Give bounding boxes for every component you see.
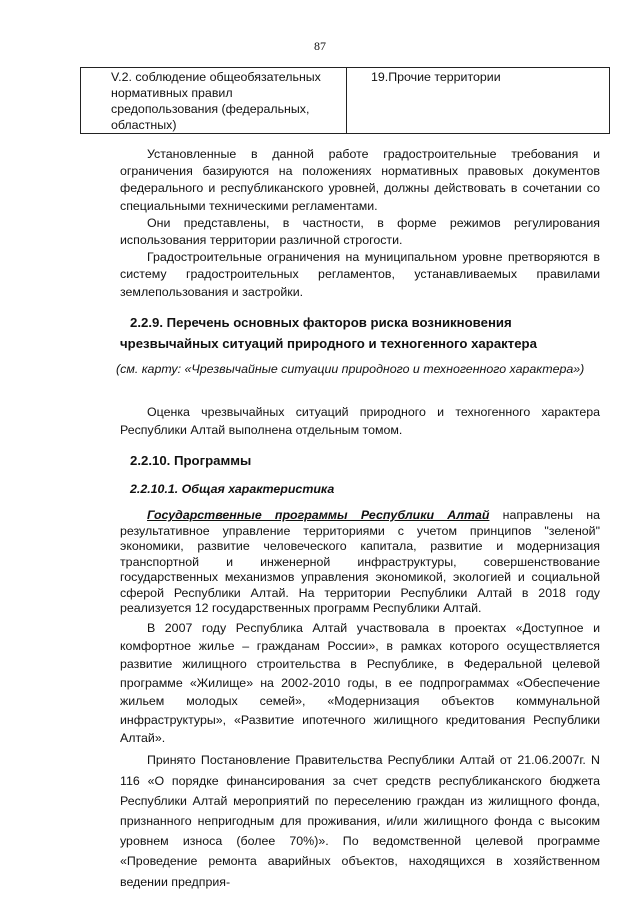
section-heading: 2.2.9. Перечень основных факторов риска возникновения: [130, 315, 512, 330]
paragraph: Государственные программы Республики Алтай направлены на результативное управление территориями с учетом принципов "зеленой" экономики, развитие человеческого капитала, развитие и модернизация транспортной и инженерной инфраструктуры, совершенствование государственных механизмов управления экономикой, экологией и социальной сферой Республики Алтай. На территории Республики Алтай в 2018 году реализуется 12 государственных программ Республики Алтай.: [120, 508, 600, 615]
paragraph: Градостроительные ограничения на муниципальном уровне претворяются в систему градостроительных регламентов, устанавливаемых правилами землепользования и застройки.: [120, 250, 600, 299]
paragraph: Установленные в данной работе градостроительные требования и ограничения базируются на положениях нормативных правовых документов федерального и республиканского уровней, должны действовать в сочетании со специальными техническими регламентами.: [120, 147, 600, 213]
section-2210-text: [120, 508, 600, 892]
programs-lead: Государственные программы Республики Алтай: [147, 508, 490, 522]
paragraph: Оценка чрезвычайных ситуаций природного и техногенного характера Республики Алтай выполнена отдельным томом.: [120, 405, 600, 437]
section-heading: 2.2.10. Программы: [130, 453, 252, 468]
criteria-table: [80, 67, 610, 134]
section-heading: чрезвычайных ситуаций природного и техногенного характера: [120, 335, 537, 351]
section-229: [120, 313, 600, 354]
intro-text: [120, 146, 600, 301]
subsection-heading: 2.2.10.1. Общая характеристика: [130, 482, 335, 496]
paragraph: В 2007 году Республика Алтай участвовала в проектах «Доступное и комфортное жилье – гражданам России», в рамках которого осуществляется развитие жилищного строительства в Республике, в Федеральной целевой программе «Жилище» на 2002-2010 годы, в ее подпрограммах «Обеспечение жильем молодых семей», «Модернизация объектов коммунальной инфраструктуры», «Развитие ипотечного жилищного кредитования Республики Алтай».: [120, 620, 600, 745]
page-number: 87: [314, 39, 326, 53]
section-229-text: [120, 403, 600, 439]
table-row: [81, 68, 610, 134]
paragraph: Принято Постановление Правительства Республики Алтай от 21.06.2007г. N 116 «О порядке финансирования за счет средств республиканского бюджета Республики Алтай мероприятий по переселению граждан из жилищного фонда, признанного непригодным для проживания, и/или жилищного фонда с высоким уровнем износа (более 70%)». По ведомственной целевой программе «Проведение ремонта аварийных объектов, находящихся в хозяйственном ведении предприя-: [120, 753, 600, 889]
paragraph: Они представлены, в частности, в форме режимов регулирования использования территории различной строгости.: [120, 215, 600, 248]
section-2210: [120, 451, 600, 472]
table-cell-right: 19.Прочие территории: [347, 68, 610, 134]
table-cell-left: V.2. соблюдение общеобязательных нормативных правил средопользования (федеральных, областных): [81, 68, 347, 134]
map-reference: (см. карту: «Чрезвычайные ситуации природного и техногенного характера»): [116, 362, 585, 376]
